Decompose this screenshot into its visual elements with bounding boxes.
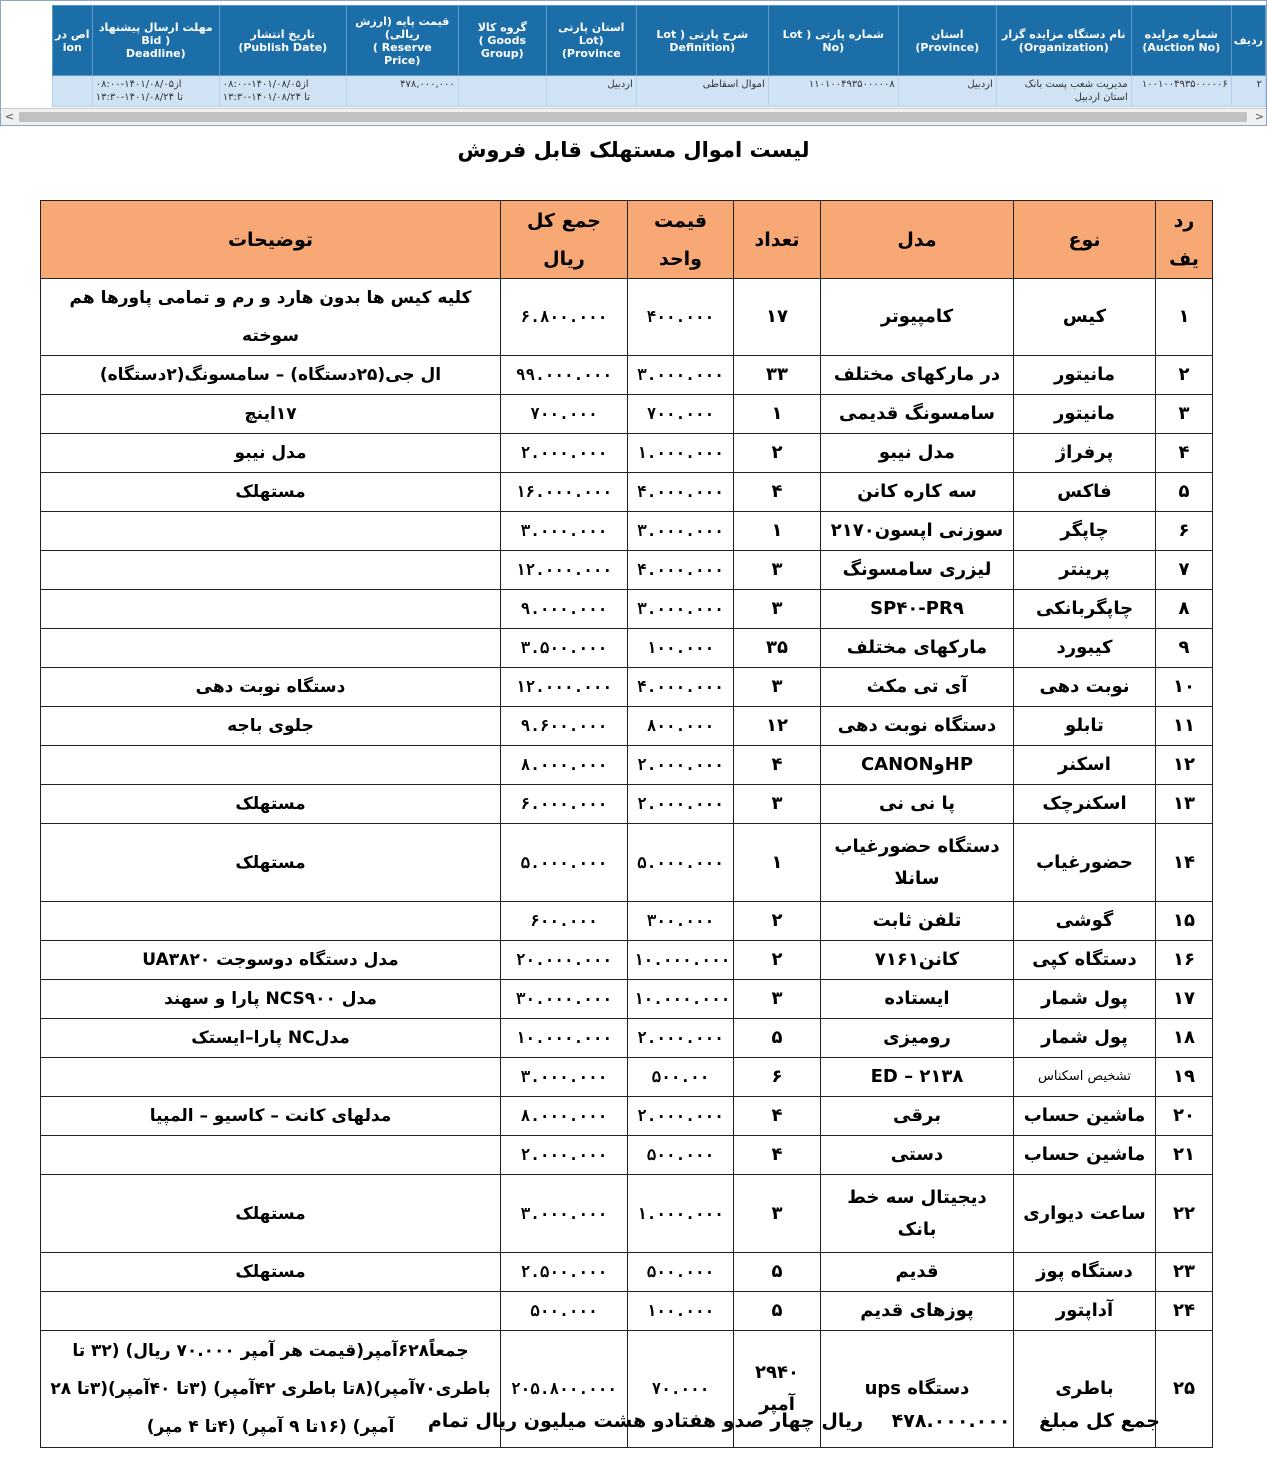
auction-col-index[interactable] bbox=[1231, 6, 1265, 76]
auction-cell-index: ۲ bbox=[1231, 76, 1265, 107]
table-row bbox=[41, 980, 1213, 1019]
auction-col-auction-no[interactable] bbox=[1131, 6, 1231, 76]
cell-count: ۱ bbox=[734, 512, 821, 551]
assets-table bbox=[40, 200, 1213, 1448]
auction-col-extra[interactable] bbox=[52, 6, 92, 76]
cell-count: ۶ bbox=[734, 1058, 821, 1097]
cell-unit-price: ۲.۰۰۰.۰۰۰ bbox=[628, 746, 734, 785]
table-row bbox=[41, 941, 1213, 980]
cell-count: ۴ bbox=[734, 1097, 821, 1136]
cell-model: دیجیتال سه خط بانک bbox=[821, 1175, 1014, 1253]
col-header-model: مدل bbox=[821, 201, 1014, 279]
auction-cell-province: اردبیل bbox=[898, 76, 996, 107]
cell-unit-price: ۳.۰۰۰.۰۰۰ bbox=[628, 356, 734, 395]
cell-notes: مستهلک bbox=[41, 1253, 501, 1292]
table-row bbox=[41, 395, 1213, 434]
table-row bbox=[41, 1253, 1213, 1292]
auction-cell-extra bbox=[52, 76, 92, 107]
table-row bbox=[41, 473, 1213, 512]
page-title: لیست اموال مستهلک قابل فروش bbox=[457, 138, 810, 162]
cell-count: ۵ bbox=[734, 1253, 821, 1292]
cell-unit-price: ۴.۰۰۰.۰۰۰ bbox=[628, 668, 734, 707]
cell-total: ۱۲.۰۰۰.۰۰۰ bbox=[501, 668, 628, 707]
cell-total: ۳.۰۰۰.۰۰۰ bbox=[501, 1058, 628, 1097]
cell-notes: مستهلک bbox=[41, 785, 501, 824]
cell-notes: کلیه کیس ها بدون هارد و رم و تمامی پاورها هم سوخته bbox=[41, 279, 501, 356]
cell-model: پوزهای قدیم bbox=[821, 1292, 1014, 1331]
table-row bbox=[41, 434, 1213, 473]
cell-count: ۳ bbox=[734, 668, 821, 707]
table-row bbox=[41, 590, 1213, 629]
cell-model: قدیم bbox=[821, 1253, 1014, 1292]
auction-cell-lot-no[interactable]: ۱۱۰۱۰۰۴۹۳۵۰۰۰۰۰۸ bbox=[768, 76, 898, 107]
auction-col-goods-group[interactable] bbox=[458, 6, 546, 76]
grand-total-label: جمع کل مبلغ bbox=[1039, 1410, 1160, 1432]
cell-model: تلفن ثابت bbox=[821, 902, 1014, 941]
cell-model: رومیزی bbox=[821, 1019, 1014, 1058]
cell-model: لیزری سامسونگ bbox=[821, 551, 1014, 590]
cell-model: دستی bbox=[821, 1136, 1014, 1175]
cell-notes: مستهلک bbox=[41, 824, 501, 902]
cell-type: فاکس bbox=[1014, 473, 1156, 512]
cell-count: ۲ bbox=[734, 902, 821, 941]
col-header-notes: توضیحات bbox=[41, 201, 501, 279]
col-header-count: تعداد bbox=[734, 201, 821, 279]
cell-unit-price: ۵.۰۰۰.۰۰۰ bbox=[628, 824, 734, 902]
cell-count: ۳ bbox=[734, 590, 821, 629]
table-row bbox=[41, 902, 1213, 941]
auction-col-lot-no[interactable] bbox=[768, 6, 898, 76]
cell-total: ۸.۰۰۰.۰۰۰ bbox=[501, 746, 628, 785]
cell-unit-price: ۲.۰۰۰.۰۰۰ bbox=[628, 1097, 734, 1136]
header-label: اص در bbox=[55, 27, 90, 41]
cell-notes bbox=[41, 512, 501, 551]
cell-row-number: ۲۵ bbox=[1156, 1331, 1213, 1448]
header-label-en: (Definition bbox=[669, 40, 736, 54]
cell-unit-price: ۵۰۰.۰۰۰ bbox=[628, 1253, 734, 1292]
cell-notes bbox=[41, 590, 501, 629]
cell-unit-price: ۱.۰۰۰.۰۰۰ bbox=[628, 1175, 734, 1253]
cell-unit-price: ۳۰۰.۰۰۰ bbox=[628, 902, 734, 941]
header-label-en: Reserve ) (Price bbox=[372, 40, 432, 67]
grand-total-amount: ۴۷۸.۰۰۰.۰۰۰ bbox=[891, 1410, 1011, 1432]
cell-count: ۴ bbox=[734, 1136, 821, 1175]
cell-row-number: ۳ bbox=[1156, 395, 1213, 434]
cell-unit-price: ۱۰۰.۰۰۰ bbox=[628, 1292, 734, 1331]
header-label: استان پارتی bbox=[558, 21, 625, 34]
cell-row-number: ۱۹ bbox=[1156, 1058, 1213, 1097]
table-row bbox=[41, 785, 1213, 824]
header-label: تاریخ انتشار bbox=[250, 27, 316, 41]
table-row bbox=[41, 746, 1213, 785]
horizontal-scrollbar[interactable] bbox=[1, 108, 1267, 125]
cell-unit-price: ۷۰۰.۰۰۰ bbox=[628, 395, 734, 434]
cell-notes: دستگاه نوبت دهی bbox=[41, 668, 501, 707]
header-label-en: Goods ) (Group bbox=[478, 34, 526, 60]
cell-model: برقی bbox=[821, 1097, 1014, 1136]
cell-type: پول شمار bbox=[1014, 1019, 1156, 1058]
cell-unit-price: ۲.۰۰۰.۰۰۰ bbox=[628, 785, 734, 824]
cell-notes bbox=[41, 1058, 501, 1097]
table-row bbox=[41, 629, 1213, 668]
cell-row-number: ۶ bbox=[1156, 512, 1213, 551]
cell-notes: مدل نیبو bbox=[41, 434, 501, 473]
cell-model: دستگاه نوبت دهی bbox=[821, 707, 1014, 746]
cell-count: ۳۵ bbox=[734, 629, 821, 668]
auction-row[interactable] bbox=[52, 76, 1265, 107]
table-row bbox=[41, 824, 1213, 902]
cell-total: ۳.۰۰۰.۰۰۰ bbox=[501, 1175, 628, 1253]
header-label-en: ion bbox=[62, 40, 82, 54]
cell-count: ۳ bbox=[734, 980, 821, 1019]
cell-model: مارکهای مختلف bbox=[821, 629, 1014, 668]
cell-notes bbox=[41, 1292, 501, 1331]
cell-total: ۲.۵۰۰.۰۰۰ bbox=[501, 1253, 628, 1292]
cell-model: در مارکهای مختلف bbox=[821, 356, 1014, 395]
header-label: مهلت ارسال پیشنهاد ( Bid bbox=[98, 21, 213, 47]
cell-notes: ۱۷اینچ bbox=[41, 395, 501, 434]
cell-model: مدل نیبو bbox=[821, 434, 1014, 473]
col-header-row-number: رد یف bbox=[1156, 201, 1213, 279]
cell-type: گوشی bbox=[1014, 902, 1156, 941]
cell-total: ۹.۰۰۰.۰۰۰ bbox=[501, 590, 628, 629]
cell-type: دستگاه کپی bbox=[1014, 941, 1156, 980]
col-header-type: نوع bbox=[1014, 201, 1156, 279]
cell-total: ۱۶.۰۰۰.۰۰۰ bbox=[501, 473, 628, 512]
cell-total: ۳۰.۰۰۰.۰۰۰ bbox=[501, 980, 628, 1019]
cell-count: ۳ bbox=[734, 785, 821, 824]
cell-total: ۶.۰۰۰.۰۰۰ bbox=[501, 785, 628, 824]
auction-col-province[interactable] bbox=[898, 6, 996, 76]
cell-type: اسکنر bbox=[1014, 746, 1156, 785]
table-row bbox=[41, 512, 1213, 551]
cell-row-number: ۱۱ bbox=[1156, 707, 1213, 746]
cell-count: ۵ bbox=[734, 1019, 821, 1058]
cell-type: تشخیص اسکناس bbox=[1014, 1058, 1156, 1097]
cell-model: کانن۷۱۶۱ bbox=[821, 941, 1014, 980]
cell-unit-price: ۳.۰۰۰.۰۰۰ bbox=[628, 512, 734, 551]
cell-row-number: ۱۵ bbox=[1156, 902, 1213, 941]
cell-model: کامپیوتر bbox=[821, 279, 1014, 356]
cell-count: ۳ bbox=[734, 1175, 821, 1253]
cell-row-number: ۱۰ bbox=[1156, 668, 1213, 707]
table-row bbox=[41, 1292, 1213, 1331]
table-row bbox=[41, 668, 1213, 707]
auction-cell-reserve-price: ۴۷۸,۰۰۰,۰۰۰ bbox=[346, 76, 458, 107]
table-row bbox=[41, 1136, 1213, 1175]
scrollbar-thumb[interactable] bbox=[19, 112, 1247, 122]
auction-cell-lot-definition: اموال اسقاطی bbox=[636, 76, 768, 107]
cell-type: تابلو bbox=[1014, 707, 1156, 746]
grand-total bbox=[427, 1410, 1160, 1432]
cell-row-number: ۷ bbox=[1156, 551, 1213, 590]
cell-row-number: ۱۸ bbox=[1156, 1019, 1213, 1058]
cell-row-number: ۱۳ bbox=[1156, 785, 1213, 824]
header-label: استان bbox=[930, 27, 964, 41]
cell-total: ۵.۰۰۰.۰۰۰ bbox=[501, 824, 628, 902]
cell-row-number: ۸ bbox=[1156, 590, 1213, 629]
cell-notes: مستهلک bbox=[41, 1175, 501, 1253]
auction-col-reserve-price[interactable] bbox=[346, 6, 458, 76]
table-row bbox=[41, 1019, 1213, 1058]
cell-type: اسکنرچک bbox=[1014, 785, 1156, 824]
cell-model: سامسونگ قدیمی bbox=[821, 395, 1014, 434]
cell-type: حضورغیاب bbox=[1014, 824, 1156, 902]
cell-model: سه کاره کانن bbox=[821, 473, 1014, 512]
cell-type: مانیتور bbox=[1014, 356, 1156, 395]
cell-total: ۳.۰۰۰.۰۰۰ bbox=[501, 512, 628, 551]
cell-notes: ال جی(۲۵دستگاه) – سامسونگ(۲دستگاه) bbox=[41, 356, 501, 395]
header-label: قیمت پایه (ارزش ریالی) bbox=[355, 14, 450, 41]
cell-total: ۲۰.۰۰۰.۰۰۰ bbox=[501, 941, 628, 980]
cell-count: ۵ bbox=[734, 1292, 821, 1331]
cell-total: ۲.۰۰۰.۰۰۰ bbox=[501, 1136, 628, 1175]
table-row bbox=[41, 279, 1213, 356]
cell-model: آی تی مکث bbox=[821, 668, 1014, 707]
auction-table bbox=[52, 5, 1266, 107]
cell-unit-price: ۲.۰۰۰.۰۰۰ bbox=[628, 1019, 734, 1058]
cell-unit-price: ۱.۰۰۰.۰۰۰ bbox=[628, 434, 734, 473]
assets-header-row bbox=[41, 201, 1213, 279]
cell-row-number: ۱۶ bbox=[1156, 941, 1213, 980]
cell-unit-price: ۴.۰۰۰.۰۰۰ bbox=[628, 551, 734, 590]
cell-row-number: ۱ bbox=[1156, 279, 1213, 356]
cell-notes: مدل NCS۹۰۰ پارا و سهند bbox=[41, 980, 501, 1019]
cell-type: دستگاه پوز bbox=[1014, 1253, 1156, 1292]
cell-unit-price: ۵۰۰.۰۰ bbox=[628, 1058, 734, 1097]
cell-total: ۵۰۰.۰۰۰ bbox=[501, 1292, 628, 1331]
cell-model: دستگاه ups bbox=[821, 1331, 1014, 1448]
cell-total: ۸.۰۰۰.۰۰۰ bbox=[501, 1097, 628, 1136]
header-label-en: (Province) bbox=[915, 40, 980, 54]
cell-notes: مدلNC پارا–ایستک bbox=[41, 1019, 501, 1058]
table-row bbox=[41, 356, 1213, 395]
cell-count: ۱۷ bbox=[734, 279, 821, 356]
cell-type: باطری bbox=[1014, 1331, 1156, 1448]
cell-row-number: ۱۴ bbox=[1156, 824, 1213, 902]
auction-cell-organization: مدیریت شعب پست بانک استان اردبیل bbox=[996, 76, 1131, 107]
cell-row-number: ۲۱ bbox=[1156, 1136, 1213, 1175]
cell-row-number: ۵ bbox=[1156, 473, 1213, 512]
cell-total: ۱۲.۰۰۰.۰۰۰ bbox=[501, 551, 628, 590]
cell-row-number: ۲۲ bbox=[1156, 1175, 1213, 1253]
cell-unit-price: ۳.۰۰۰.۰۰۰ bbox=[628, 590, 734, 629]
cell-notes: مدلهای کانت – کاسیو – المپیا bbox=[41, 1097, 501, 1136]
cell-count: ۱۲ bbox=[734, 707, 821, 746]
cell-model: SP۴۰-PR۹ bbox=[821, 590, 1014, 629]
cell-notes bbox=[41, 551, 501, 590]
cell-model: ED – ۲۱۳۸ bbox=[821, 1058, 1014, 1097]
cell-total: ۹.۶۰۰.۰۰۰ bbox=[501, 707, 628, 746]
assets-body bbox=[41, 279, 1213, 1448]
cell-type: ماشین حساب bbox=[1014, 1097, 1156, 1136]
cell-total: ۹۹.۰۰۰.۰۰۰ bbox=[501, 356, 628, 395]
cell-unit-price: ۴.۰۰۰.۰۰۰ bbox=[628, 473, 734, 512]
header-label: شماره مزایده bbox=[1144, 27, 1218, 41]
cell-unit-price: ۱۰.۰۰۰.۰۰۰ bbox=[628, 941, 734, 980]
cell-row-number: ۹ bbox=[1156, 629, 1213, 668]
cell-type: پول شمار bbox=[1014, 980, 1156, 1019]
cell-model: پا نی نی bbox=[821, 785, 1014, 824]
cell-notes bbox=[41, 902, 501, 941]
header-label: نام دستگاه مزایده گزار bbox=[1002, 27, 1126, 41]
cell-count: ۱ bbox=[734, 824, 821, 902]
cell-row-number: ۱۷ bbox=[1156, 980, 1213, 1019]
cell-type: آداپتور bbox=[1014, 1292, 1156, 1331]
cell-count: ۱ bbox=[734, 395, 821, 434]
cell-unit-price: ۷۰.۰۰۰ bbox=[628, 1331, 734, 1448]
auction-header-row bbox=[52, 6, 1265, 76]
header-label: گروه کالا bbox=[477, 21, 527, 34]
cell-notes bbox=[41, 629, 501, 668]
cell-row-number: ۲۰ bbox=[1156, 1097, 1213, 1136]
auction-col-lot-province[interactable] bbox=[546, 6, 636, 76]
header-label-en: (Lot Province) bbox=[561, 34, 621, 60]
header-label-en: (Publish Date) bbox=[238, 40, 328, 54]
cell-type: چاپگربانکی bbox=[1014, 590, 1156, 629]
cell-count: ۴ bbox=[734, 746, 821, 785]
cell-unit-price: ۱۰.۰۰۰.۰۰۰ bbox=[628, 980, 734, 1019]
cell-total: ۳.۵۰۰.۰۰۰ bbox=[501, 629, 628, 668]
cell-total: ۲.۰۰۰.۰۰۰ bbox=[501, 434, 628, 473]
cell-row-number: ۲۳ bbox=[1156, 1253, 1213, 1292]
cell-type: ساعت دیواری bbox=[1014, 1175, 1156, 1253]
cell-notes bbox=[41, 746, 501, 785]
auction-cell-deadline: از۱۴۰۱/۰۸/۰۵-۰۸:۰۰ تا ۱۴۰۱/۰۸/۲۴-۱۳:۳۰ bbox=[92, 76, 219, 107]
auction-col-lot-definition[interactable] bbox=[636, 6, 768, 76]
cell-row-number: ۱۲ bbox=[1156, 746, 1213, 785]
cell-count: ۳۳ bbox=[734, 356, 821, 395]
cell-unit-price: ۴۰۰.۰۰۰ bbox=[628, 279, 734, 356]
cell-row-number: ۲ bbox=[1156, 356, 1213, 395]
header-label-en: (Deadline bbox=[125, 47, 186, 60]
cell-unit-price: ۱۰۰.۰۰۰ bbox=[628, 629, 734, 668]
cell-type: مانیتور bbox=[1014, 395, 1156, 434]
table-row bbox=[41, 1097, 1213, 1136]
cell-count: ۴ bbox=[734, 473, 821, 512]
cell-unit-price: ۸۰۰.۰۰۰ bbox=[628, 707, 734, 746]
cell-model: سوزنی اپسون۲۱۷۰ bbox=[821, 512, 1014, 551]
col-header-total: جمع کل ریال bbox=[501, 201, 628, 279]
header-label: شرح پارتی ( Lot bbox=[656, 27, 749, 41]
cell-row-number: ۴ bbox=[1156, 434, 1213, 473]
scroll-left-arrow-icon[interactable]: < bbox=[4, 110, 15, 123]
cell-row-number: ۲۴ bbox=[1156, 1292, 1213, 1331]
col-header-unit-price: قیمت واحد bbox=[628, 201, 734, 279]
cell-notes: مدل دستگاه دوسوجت UA۳۸۲۰ bbox=[41, 941, 501, 980]
scroll-right-arrow-icon[interactable]: > bbox=[1254, 110, 1265, 123]
cell-notes: مستهلک bbox=[41, 473, 501, 512]
cell-total: ۶۰۰.۰۰۰ bbox=[501, 902, 628, 941]
table-row bbox=[41, 1058, 1213, 1097]
cell-total: ۱۰.۰۰۰.۰۰۰ bbox=[501, 1019, 628, 1058]
auction-grid bbox=[0, 0, 1267, 126]
auction-col-organization[interactable] bbox=[996, 6, 1131, 76]
cell-type: پرینتر bbox=[1014, 551, 1156, 590]
cell-total: ۶.۸۰۰.۰۰۰ bbox=[501, 279, 628, 356]
cell-unit-price: ۵۰۰.۰۰۰ bbox=[628, 1136, 734, 1175]
header-label-en: (Auction No) bbox=[1142, 40, 1221, 54]
cell-count: ۲ bbox=[734, 434, 821, 473]
header-label-en: (No bbox=[822, 40, 845, 54]
auction-cell-auction-no[interactable]: ۱۰۰۱۰۰۴۹۳۵۰۰۰۰۰۶ bbox=[1131, 76, 1231, 107]
cell-total: ۷۰۰.۰۰۰ bbox=[501, 395, 628, 434]
auction-cell-goods-group bbox=[458, 76, 546, 107]
auction-col-publish-date[interactable] bbox=[219, 6, 346, 76]
cell-notes: جمعاً۶۲۸آمپر(قیمت هر آمپر ۷۰.۰۰۰ ریال) (۳۲ تا باطری۷۰آمپر)(۸تا باطری ۴۲آمپر) (۳تا ۴۰آمپر)(۳تا ۲۸ آمپر) (۱۶تا ۹ آمپر) (۴تا ۴ مپر) bbox=[41, 1331, 501, 1448]
table-row bbox=[41, 1175, 1213, 1253]
cell-type: پرفراژ bbox=[1014, 434, 1156, 473]
cell-type: کیبورد bbox=[1014, 629, 1156, 668]
cell-notes bbox=[41, 1136, 501, 1175]
cell-count: ۲ bbox=[734, 941, 821, 980]
cell-model: ایستاده bbox=[821, 980, 1014, 1019]
cell-type: ماشین حساب bbox=[1014, 1136, 1156, 1175]
header-label: شماره پارتی ( Lot bbox=[782, 27, 884, 41]
header-label-en: (Organization) bbox=[1018, 40, 1109, 54]
table-row bbox=[41, 551, 1213, 590]
auction-col-deadline[interactable] bbox=[92, 6, 219, 76]
cell-count: ۳ bbox=[734, 551, 821, 590]
grand-total-words: ریال چهار صدو هفتادو هشت میلیون ریال تمام bbox=[427, 1410, 864, 1432]
cell-notes: جلوی باجه bbox=[41, 707, 501, 746]
cell-count: ۲۹۴۰ آمپر bbox=[734, 1331, 821, 1448]
cell-type: کیس bbox=[1014, 279, 1156, 356]
cell-total: ۲۰۵.۸۰۰.۰۰۰ bbox=[501, 1331, 628, 1448]
cell-model: HPوCANON bbox=[821, 746, 1014, 785]
auction-cell-lot-province: اردبیل bbox=[546, 76, 636, 107]
cell-type: چاپگر bbox=[1014, 512, 1156, 551]
cell-type: نوبت دهی bbox=[1014, 668, 1156, 707]
header-label: ردیف bbox=[1233, 34, 1263, 47]
auction-cell-publish-date: از۱۴۰۱/۰۸/۰۵-۰۸:۰۰ تا ۱۴۰۱/۰۸/۲۴-۱۳:۳۰ bbox=[219, 76, 346, 107]
table-row bbox=[41, 707, 1213, 746]
cell-model: دستگاه حضورغیاب سانلا bbox=[821, 824, 1014, 902]
